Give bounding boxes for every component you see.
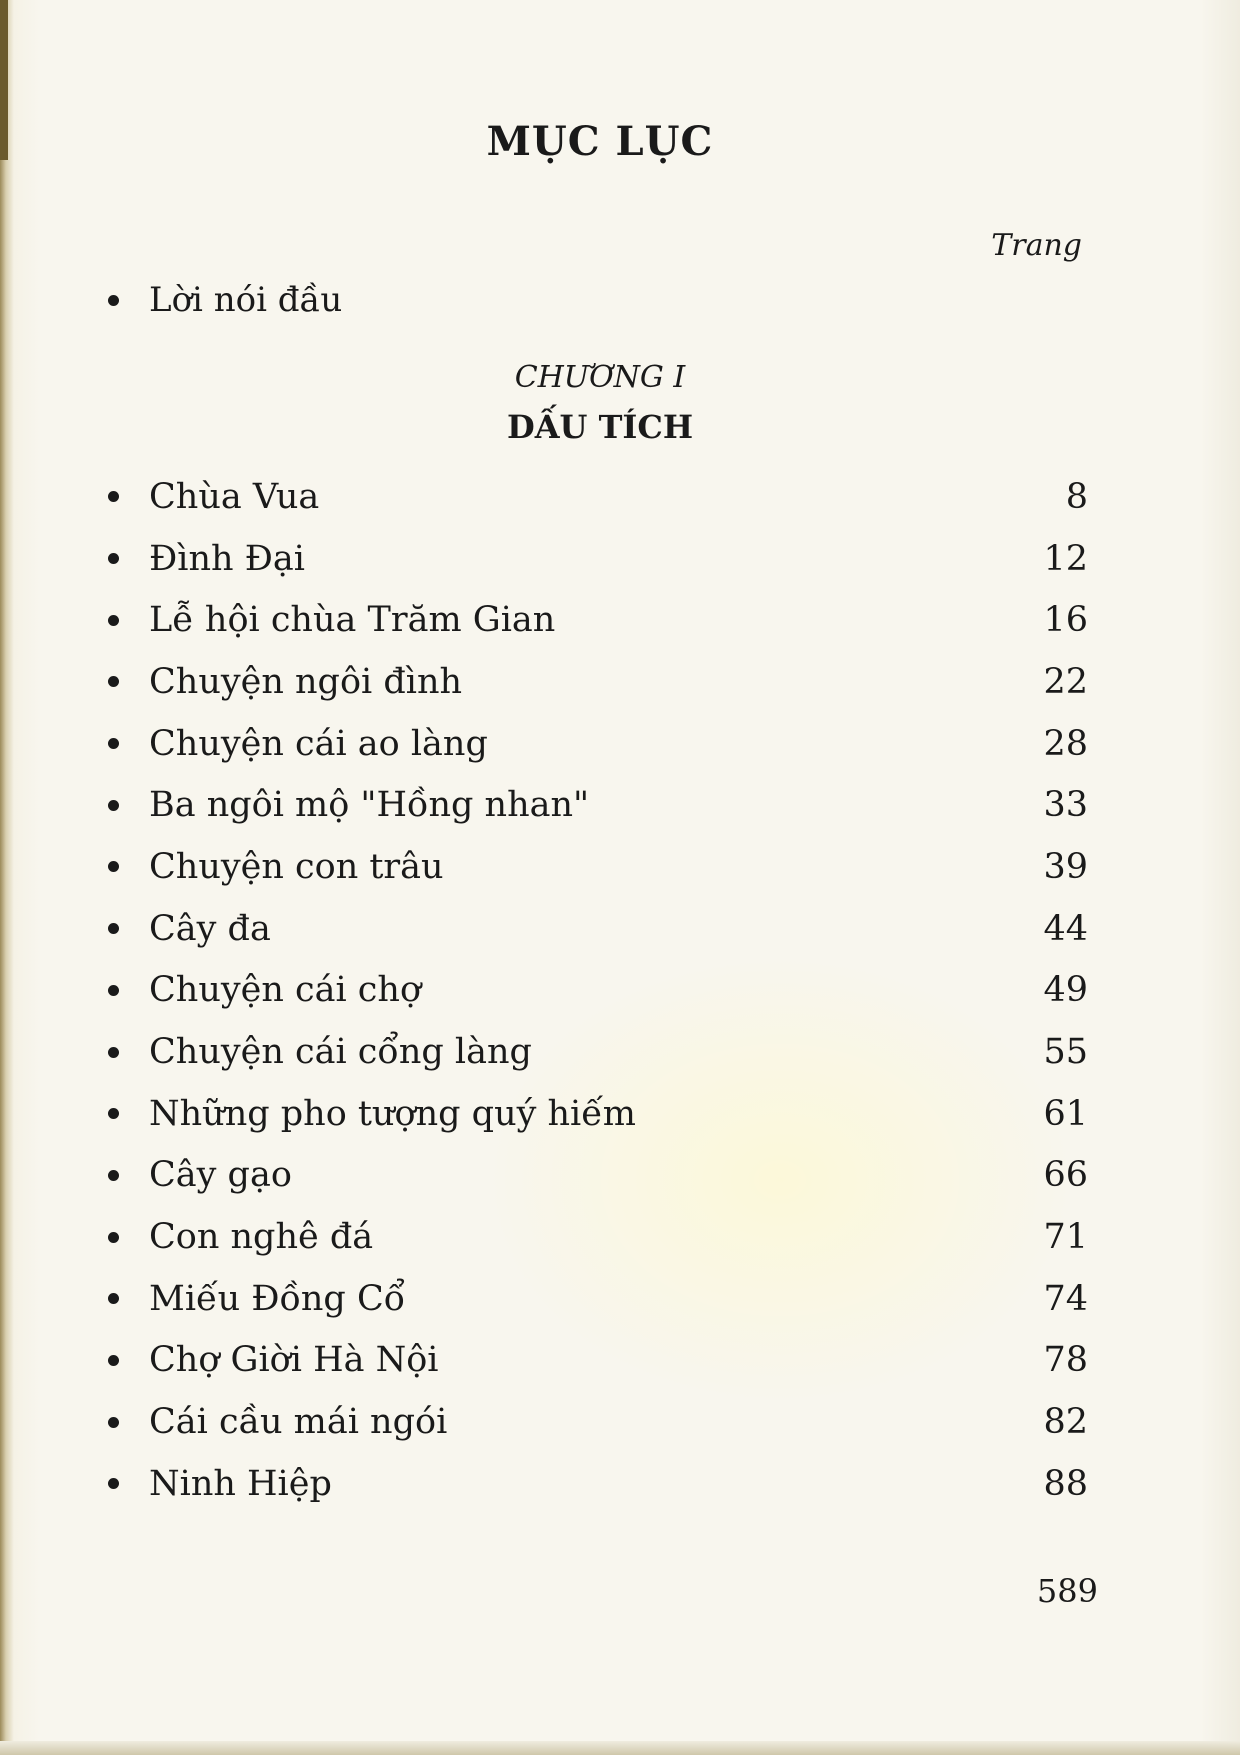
toc-entry-page: 49 (1043, 970, 1088, 1011)
bullet-icon (108, 1047, 119, 1058)
toc-entry-title: Ninh Hiệp (149, 1463, 332, 1504)
bullet-icon (108, 676, 119, 687)
toc-entry (108, 589, 1088, 651)
toc-entry (108, 1330, 1088, 1392)
toc-entry (108, 1021, 1088, 1083)
toc-entry (108, 1206, 1088, 1268)
toc-entry-page: 16 (1043, 600, 1088, 641)
toc-entry-title: Cây gạo (149, 1155, 292, 1196)
toc-entry-page: 44 (1043, 908, 1088, 949)
toc-entry-title: Ba ngôi mộ "Hồng nhan" (149, 785, 590, 826)
toc-entry-title: Miếu Đồng Cổ (149, 1278, 406, 1319)
toc-entry-title: Chùa Vua (149, 476, 320, 517)
toc-entry-title: Chợ Giời Hà Nội (149, 1340, 439, 1381)
chapter-label: CHƯƠNG I (514, 360, 686, 395)
toc-entry-title: Đình Đại (149, 538, 305, 579)
toc-entry (108, 528, 1088, 590)
bullet-icon (108, 1355, 119, 1366)
toc-entry (108, 1145, 1088, 1207)
bullet-icon (108, 985, 119, 996)
bullet-icon (108, 1293, 119, 1304)
bullet-icon (108, 491, 119, 502)
page-column-label: Trang (991, 228, 1082, 263)
toc-entry-page: 88 (1043, 1463, 1088, 1504)
toc-entry (108, 1391, 1088, 1453)
bullet-icon (108, 1417, 119, 1428)
bullet-icon (108, 1232, 119, 1243)
toc-entry (108, 651, 1088, 713)
toc-entry-page: 55 (1043, 1032, 1088, 1073)
page-title: MỤC LỤC (486, 118, 714, 165)
bullet-icon (108, 800, 119, 811)
toc-entry-title: Cây đa (149, 908, 271, 949)
toc-entry-page: 22 (1043, 661, 1088, 702)
toc-entry (108, 466, 1088, 528)
toc-entry-page: 82 (1043, 1402, 1088, 1443)
toc-entry (108, 1268, 1088, 1330)
toc-entry-page: 33 (1043, 785, 1088, 826)
intro-entry-title: Lời nói đầu (149, 280, 343, 320)
toc-entry (108, 713, 1088, 775)
bullet-icon (108, 295, 119, 306)
toc-entry-page: 39 (1043, 846, 1088, 887)
toc-entry-title: Chuyện cái ao làng (149, 723, 488, 764)
bullet-icon (108, 615, 119, 626)
toc-entry-title: Chuyện con trâu (149, 846, 444, 887)
toc-entry-page: 71 (1043, 1217, 1088, 1258)
toc-entry-title: Con nghê đá (149, 1217, 374, 1258)
bullet-icon (108, 553, 119, 564)
toc-list (108, 466, 1088, 1515)
toc-entry (108, 960, 1088, 1022)
toc-entry-page: 66 (1043, 1155, 1088, 1196)
toc-entry (108, 1083, 1088, 1145)
toc-entry-page: 28 (1043, 723, 1088, 764)
toc-entry-page: 78 (1043, 1340, 1088, 1381)
toc-entry-page: 74 (1043, 1278, 1088, 1319)
toc-entry (108, 774, 1088, 836)
toc-entry (108, 836, 1088, 898)
bullet-icon (108, 923, 119, 934)
bullet-icon (108, 1170, 119, 1181)
chapter-title: DẤU TÍCH (506, 408, 694, 446)
toc-entry-page: 8 (1065, 476, 1088, 517)
toc-entry (108, 1453, 1088, 1515)
bullet-icon (108, 738, 119, 749)
toc-entry (108, 898, 1088, 960)
toc-entry-title: Chuyện ngôi đình (149, 661, 463, 702)
toc-entry-title: Chuyện cái chợ (149, 970, 422, 1011)
page-bottom-edge (0, 1741, 1240, 1755)
toc-entry-title: Cái cầu mái ngói (149, 1402, 448, 1443)
toc-entry-title: Lễ hội chùa Trăm Gian (149, 600, 556, 641)
intro-entry (108, 280, 342, 320)
toc-entry-page: 61 (1043, 1093, 1088, 1134)
toc-entry-page: 12 (1043, 538, 1088, 579)
bullet-icon (108, 1108, 119, 1119)
toc-entry-title: Chuyện cái cổng làng (149, 1032, 532, 1073)
bullet-icon (108, 1478, 119, 1489)
bullet-icon (108, 861, 119, 872)
page-number: 589 (1036, 1572, 1098, 1610)
toc-entry-title: Những pho tượng quý hiếm (149, 1093, 636, 1134)
